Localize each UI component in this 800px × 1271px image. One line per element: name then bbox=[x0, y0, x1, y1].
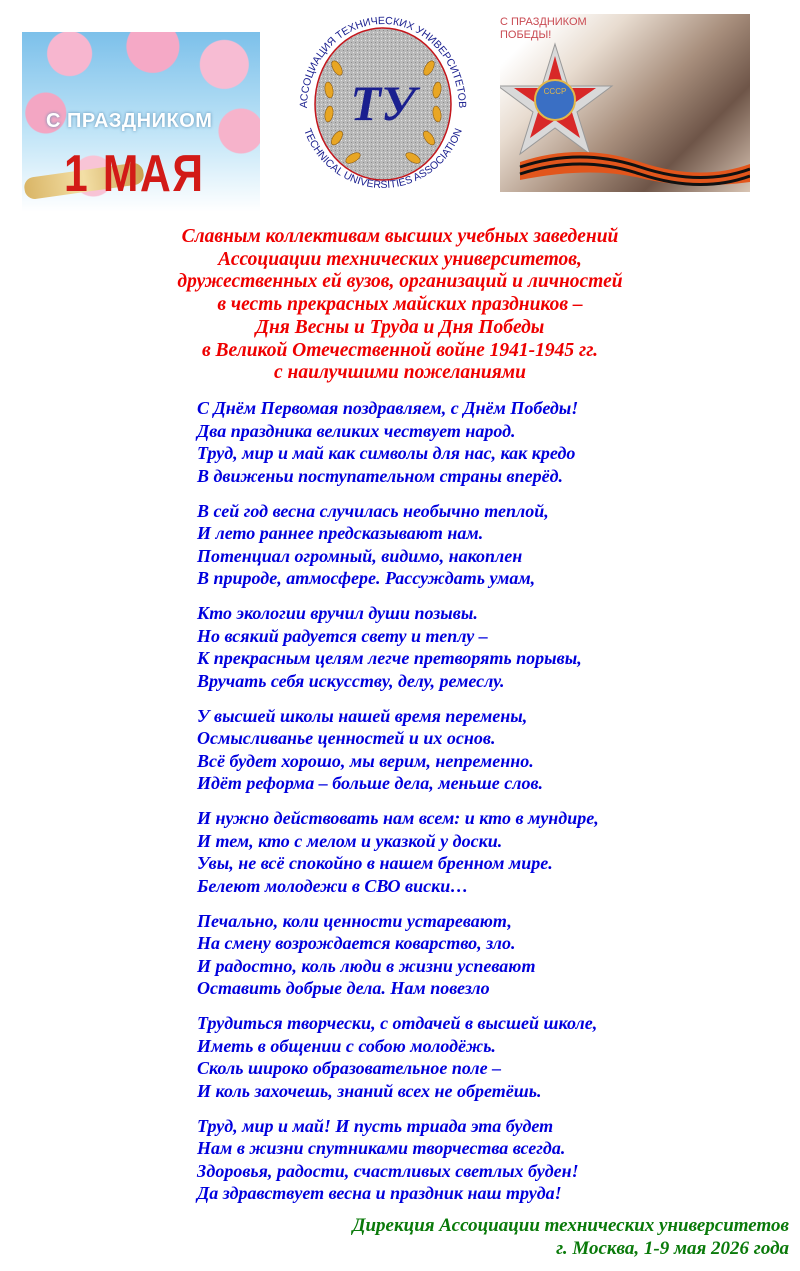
poem-line: И лето раннее предсказывают нам. bbox=[197, 523, 484, 543]
poem-stanza bbox=[197, 705, 599, 795]
poem-line: Белеют молодежи в СВО виски… bbox=[197, 875, 469, 896]
poem-line: В природе, атмосфере. Рассуждать умам, bbox=[197, 568, 536, 588]
logo-monogram: ТУ bbox=[350, 75, 416, 131]
logo-top-text: АССОЦИАЦИЯ ТЕХНИЧЕСКИХ УНИВЕРСИТЕТОВ bbox=[297, 14, 469, 109]
order-of-victory-star-icon bbox=[500, 34, 750, 192]
poem-line: Вручать себя искусству, делу, ремеслу. bbox=[197, 670, 505, 691]
heading-line: с наилучшими пожеланиями bbox=[273, 362, 527, 384]
poem bbox=[197, 397, 599, 1217]
poem-line: Труд, мир и май как символы для нас, как кредо bbox=[197, 443, 576, 463]
poem-stanza bbox=[197, 397, 599, 487]
poem-line: Увы, не всё спокойно в нашем бренном мире. bbox=[197, 853, 553, 873]
heading-line: Славным коллективам высших учебных заведений bbox=[181, 226, 619, 247]
heading-line: в честь прекрасных майских праздников – bbox=[217, 294, 583, 316]
poem-stanza bbox=[197, 500, 599, 590]
poem-line: На смену возрождается коварство, зло. bbox=[197, 933, 516, 953]
heading-line: в Великой Отечественной войне 1941-1945 гг. bbox=[201, 339, 599, 361]
association-logo bbox=[285, 8, 481, 192]
poem-line: Да здравствует весна и праздник наш труда! bbox=[197, 1183, 562, 1203]
poem-stanza bbox=[197, 807, 599, 897]
poem-line: И коль захочешь, знаний всех не обретёшь. bbox=[197, 1080, 542, 1101]
poem-line: У высшей школы нашей время перемены, bbox=[197, 705, 528, 726]
signature-place-date: г. Москва, 1-9 мая 2026 года bbox=[556, 1238, 789, 1259]
poem-line: Сколь широко образовательное поле – bbox=[197, 1058, 502, 1078]
poem-line: Здоровья, радости, счастливых светлых буден! bbox=[197, 1160, 579, 1181]
may-day-greeting-image bbox=[22, 32, 260, 212]
poem-line: Но всякий радуется свету и теплу – bbox=[197, 625, 488, 646]
poem-line: Трудиться творчески, с отдачей в высшей школе, bbox=[197, 1013, 598, 1033]
poem-stanza bbox=[197, 1012, 599, 1102]
poem-stanza bbox=[197, 910, 599, 1000]
signature-organization: Дирекция Ассоциации технических университетов bbox=[352, 1215, 789, 1236]
signature bbox=[353, 1214, 789, 1260]
poem-line: К прекрасным целям легче претворять порывы, bbox=[197, 648, 582, 668]
may-day-image-title: 1 МАЯ bbox=[64, 145, 205, 203]
heading-line: Дня Весны и Труда и Дня Победы bbox=[255, 316, 545, 338]
poem-line: Осмысливанье ценностей и их основ. bbox=[197, 728, 496, 748]
heading-line: дружественных ей вузов, организаций и личностей bbox=[177, 271, 623, 293]
poem-line: Нам в жизни спутниками творчества всегда. bbox=[197, 1138, 566, 1158]
poem-line: С Днём Первомая поздравляем, с Днём Победы! bbox=[197, 398, 579, 418]
poem-line: Два праздника великих чествует народ. bbox=[197, 420, 516, 441]
victory-image-caption: С ПРАЗДНИКОМ ПОБЕДЫ! bbox=[500, 16, 587, 41]
poem-line: Иметь в общении с собою молодёжь. bbox=[197, 1035, 496, 1056]
poem-line: В движеньи поступательном страны вперёд. bbox=[197, 465, 564, 486]
victory-badge-text: СССР bbox=[543, 87, 567, 96]
poem-line: Печально, коли ценности устаревают, bbox=[197, 910, 512, 931]
logo-bottom-text: TECHNICAL UNIVERSITIES ASSOCIATION bbox=[301, 126, 465, 192]
heading-line: Ассоциации технических университетов, bbox=[218, 248, 582, 270]
poem-line: И радостно, коль люди в жизни успевают bbox=[197, 955, 536, 976]
poem-line: И тем, кто с мелом и указкой у доски. bbox=[197, 830, 503, 851]
poem-line: И нужно действовать нам всем: и кто в мундире, bbox=[197, 808, 599, 828]
poem-line: Труд, мир и май! И пусть триада эта будет bbox=[197, 1115, 554, 1136]
poem-line: Оставить добрые дела. Нам повезло bbox=[197, 978, 490, 998]
poem-line: Всё будет хорошо, мы верим, непременно. bbox=[197, 750, 534, 771]
victory-day-image bbox=[500, 14, 750, 192]
poem-stanza bbox=[197, 1115, 599, 1205]
poem-line: Потенциал огромный, видимо, накоплен bbox=[197, 545, 523, 566]
poem-stanza bbox=[197, 602, 599, 692]
poem-line: Кто экологии вручил души позывы. bbox=[197, 603, 478, 623]
may-day-image-caption: С ПРАЗДНИКОМ bbox=[46, 110, 213, 132]
poem-line: В сей год весна случилась необычно теплой, bbox=[197, 500, 549, 521]
dedication-heading bbox=[0, 226, 800, 385]
poem-line: Идёт реформа – больше дела, меньше слов. bbox=[197, 773, 544, 793]
